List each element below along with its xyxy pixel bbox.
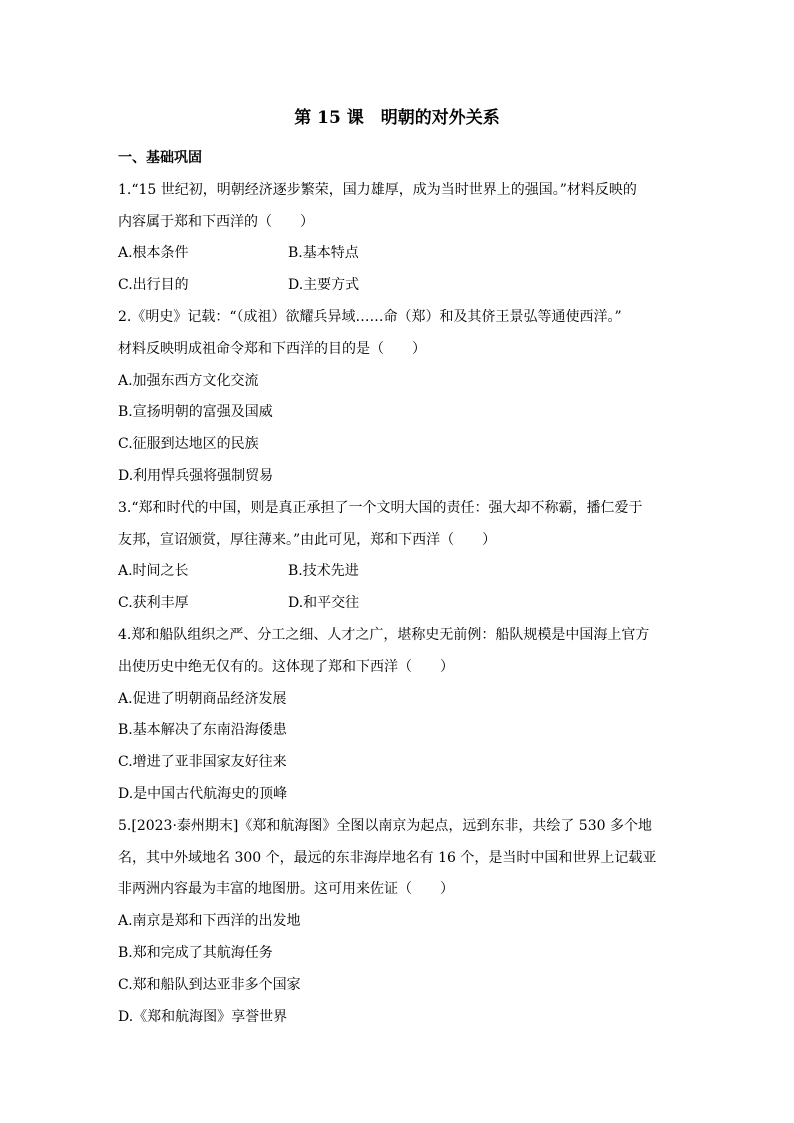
option-a: A.根本条件	[118, 245, 189, 262]
question-1-stem-line: 内容属于郑和下西洋的（ ）	[118, 213, 314, 230]
option-a: A.加强东西方文化交流	[118, 372, 259, 389]
question-5-stem-line: 名，其中外域地名 300 个，最远的东非海岸地名有 16 个，是当时中国和世界上记载亚	[118, 849, 657, 866]
option-d: D.主要方式	[288, 277, 360, 294]
question-1-options-row	[118, 238, 688, 270]
exercise-content	[118, 143, 688, 1033]
question-3-stem-line: 友邦，宣诏颁赏，厚往薄来。”由此可见，郑和下西洋（ ）	[118, 531, 497, 548]
option-a: A.南京是郑和下西洋的出发地	[118, 913, 301, 930]
question-5-stem-line: 5.[2023·泰州期末]《郑和航海图》全图以南京为起点，远到东非，共绘了 530 多个地	[118, 817, 652, 834]
option-b: B.宣扬明朝的富强及国威	[118, 404, 273, 421]
option-c: C.出行目的	[118, 277, 189, 294]
question-3-options-row	[118, 588, 688, 620]
question-3-options-row	[118, 556, 688, 588]
option-d: D.利用悍兵强将强制贸易	[118, 467, 274, 484]
question-3	[118, 493, 688, 620]
option-b: B.技术先进	[288, 563, 359, 580]
question-5-stem-line: 非两洲内容最为丰富的地图册。这可用来佐证（ ）	[118, 881, 454, 898]
question-4-stem-line: 出使历史中绝无仅有的。这体现了郑和下西洋（ ）	[118, 658, 454, 675]
option-d: D.是中国古代航海史的顶峰	[118, 785, 288, 802]
option-c: C.征服到达地区的民族	[118, 436, 259, 453]
option-b: B.基本解决了东南沿海倭患	[118, 722, 287, 739]
question-4	[118, 620, 688, 811]
question-2	[118, 302, 688, 493]
question-2-stem-line: 材料反映明成祖命令郑和下西洋的目的是（ ）	[118, 340, 426, 357]
question-5	[118, 811, 688, 1034]
option-b: B.基本特点	[288, 245, 359, 262]
question-1-stem-line: 1.“15 世纪初，明朝经济逐步繁荣，国力雄厚，成为当时世界上的强国。”材料反映的	[118, 181, 637, 198]
option-a: A.促进了明朝商品经济发展	[118, 690, 287, 707]
option-c: C.增进了亚非国家友好往来	[118, 754, 287, 771]
option-b: B.郑和完成了其航海任务	[118, 944, 273, 961]
option-d: D.和平交往	[288, 595, 360, 612]
question-2-stem-line: 2.《明史》记载：“（成祖）欲耀兵异域……命（郑）和及其侪王景弘等通使西洋。”	[118, 308, 622, 325]
question-4-stem-line: 4.郑和船队组织之严、分工之细、人才之广，堪称史无前例：船队规模是中国海上官方	[118, 626, 650, 643]
question-3-stem-line: 3.“郑和时代的中国，则是真正承担了一个文明大国的责任：强大却不称霸，播仁爱于	[118, 499, 643, 516]
question-1	[118, 175, 688, 302]
option-c: C.郑和船队到达亚非多个国家	[118, 976, 301, 993]
option-d: D.《郑和航海图》享誉世界	[118, 1008, 288, 1025]
lesson-title: 第 15 课 明朝的对外关系	[294, 108, 500, 128]
question-1-options-row	[118, 270, 688, 302]
option-a: A.时间之长	[118, 563, 189, 580]
option-c: C.获利丰厚	[118, 595, 189, 612]
section-heading: 一、基础巩固	[118, 150, 202, 166]
